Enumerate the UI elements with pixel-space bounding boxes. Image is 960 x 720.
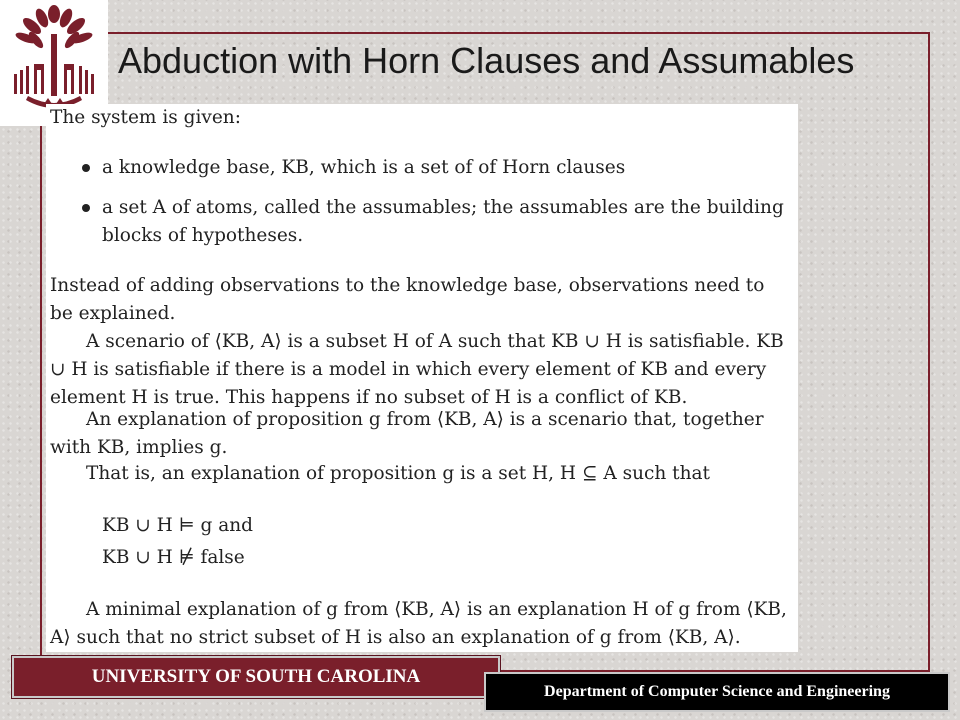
scenario-paragraph: A scenario of ⟨KB, A⟩ is a subset H of A such that KB ∪ H is satisfiable. KB ∪ H is satisfiable if there is a model in which every element of KB and every element H is true. This happens if no subset of H is a conflict of KB. bbox=[50, 331, 784, 408]
palmetto-tree-icon bbox=[6, 4, 102, 120]
explanation-paragraph: An explanation of proposition g from ⟨KB, A⟩ is a scenario that, together with KB, implies g. bbox=[50, 409, 764, 458]
bullet-text: a knowledge base, KB, which is a set of of Horn clauses bbox=[102, 157, 626, 178]
that-is-paragraph: That is, an explanation of proposition g is a set H, H ⊆ A such that bbox=[86, 463, 710, 484]
bullet-icon bbox=[82, 204, 90, 212]
bullet-text: a set A of atoms, called the assumables; the assumables are the building blocks of hypotheses. bbox=[102, 197, 784, 246]
university-banner: UNIVERSITY OF SOUTH CAROLINA bbox=[12, 656, 500, 698]
formula-entails: KB ∪ H ⊨ g and bbox=[102, 515, 253, 536]
frame-right-line bbox=[928, 32, 930, 672]
observations-paragraph: Instead of adding observations to the knowledge base, observations need to be explained. bbox=[50, 275, 765, 324]
department-banner: Department of Computer Science and Engineering bbox=[484, 672, 950, 712]
formula-not-entails: KB ∪ H ⊭ false bbox=[102, 547, 245, 568]
frame-top-line bbox=[40, 32, 930, 34]
content-panel bbox=[46, 104, 798, 652]
bullet-icon bbox=[82, 164, 90, 172]
slide-title: Abduction with Horn Clauses and Assumables bbox=[118, 40, 855, 81]
intro-text: The system is given: bbox=[50, 107, 241, 128]
frame-left-line bbox=[40, 32, 42, 672]
minimal-explanation-paragraph: A minimal explanation of g from ⟨KB, A⟩ is an explanation H of g from ⟨KB, A⟩ such that no strict subset of H is also an explanation of g from ⟨KB, A⟩. bbox=[50, 599, 787, 648]
